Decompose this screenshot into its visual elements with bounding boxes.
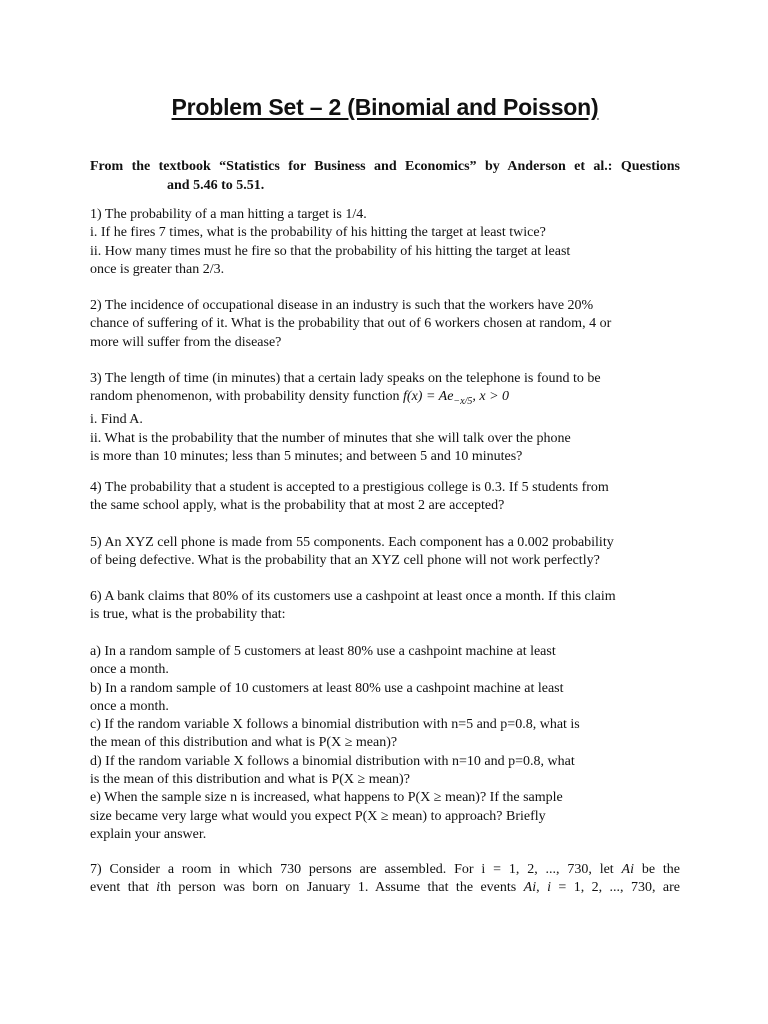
q2-line-2: chance of suffering of it. What is the probability that out of 6 workers chosen at random, 4 or [90, 316, 612, 332]
q6-part-c-line-1: c) If the random variable X follows a binomial distribution with n=5 and p=0.8, what is [90, 717, 580, 733]
q6-part-c-line-2: the mean of this distribution and what is P(X ≥ mean)? [90, 735, 398, 751]
q7-line-2-g: = 1, 2, ..., 730, are [550, 880, 681, 896]
q6-part-e-line-3: explain your answer. [90, 826, 207, 842]
source-reference [90, 157, 680, 195]
q7-line-1-c: be the [634, 862, 680, 877]
q3-line-2 [90, 388, 680, 411]
question-5 [90, 534, 680, 571]
q6-line-1: 6) A bank claims that 80% of its customers use a cashpoint at least once a month. If this claim [90, 589, 616, 604]
q6-part-d-line-1: d) If the random variable X follows a binomial distribution with n=10 and p=0.8, what [90, 753, 575, 769]
question-1 [90, 206, 680, 279]
q5-line-2: of being defective. What is the probability that an XYZ cell phone will not work perfectly? [90, 553, 600, 569]
q3-line-1: 3) The length of time (in minutes) that a certain lady speaks on the telephone is found to be [90, 371, 601, 386]
q6-part-e-line-1: e) When the sample size n is increased, what happens to P(X ≥ mean)? If the sample [90, 790, 563, 806]
q4-line-1: 4) The probability that a student is accepted to a prestigious college is 0.3. If 5 students from [90, 480, 609, 495]
source-line-1: From the textbook “Statistics for Business and Economics” by Anderson et al.: Questions [90, 159, 680, 174]
q1-line-2: i. If he fires 7 times, what is the probability of his hitting the target at least twice? [90, 225, 546, 241]
q6-part-b-line-1: b) In a random sample of 10 customers at least 80% use a cashpoint machine at least [90, 680, 564, 696]
q3-line-5: is more than 10 minutes; less than 5 minutes; and between 5 and 10 minutes? [90, 448, 523, 464]
q7-line-2-event: Ai [523, 880, 537, 896]
question-3 [90, 370, 680, 466]
density-condition: , x > 0 [472, 389, 510, 405]
q6-part-e-line-2: size became very large what would you expect P(X ≥ mean) to approach? Briefly [90, 808, 546, 824]
question-6-parts [90, 643, 680, 844]
q3-line-4: ii. What is the probability that the number of minutes that she will talk over the phone [90, 430, 571, 446]
q6-part-b-line-2: once a month. [90, 698, 169, 714]
q6-part-a-line-1: a) In a random sample of 5 customers at least 80% use a cashpoint machine at least [90, 644, 556, 659]
q7-line-1-event: Ai [621, 862, 634, 877]
question-4 [90, 479, 680, 516]
question-6 [90, 588, 680, 625]
q2-line-3: more will suffer from the disease? [90, 334, 282, 350]
density-exponent: −x/5 [453, 396, 473, 408]
q6-part-d-line-2: is the mean of this distribution and what is P(X ≥ mean)? [90, 772, 410, 788]
density-function: f(x) = Ae [403, 389, 454, 405]
q1-line-4: once is greater than 2/3. [90, 261, 225, 277]
q1-line-3: ii. How many times must he fire so that the probability of his hitting the target at least [90, 243, 571, 259]
q6-part-a-line-2: once a month. [90, 662, 169, 678]
page-title: Problem Set – 2 (Binomial and Poisson) [171, 94, 599, 120]
q7-line-2-index-2: i [547, 880, 551, 896]
q7-line-2-a: event that [90, 880, 157, 896]
q7-line-1 [90, 861, 680, 879]
q7-line-2 [90, 879, 680, 897]
q1-line-1: 1) The probability of a man hitting a target is 1/4. [90, 207, 367, 222]
q5-line-1: 5) An XYZ cell phone is made from 55 components. Each component has a 0.002 probability [90, 535, 614, 550]
q2-line-1: 2) The incidence of occupational disease in an industry is such that the workers have 20% [90, 298, 594, 313]
q7-line-2-c: th person was born on January 1. Assume that the events [160, 880, 524, 896]
q3-line-3: i. Find A. [90, 412, 143, 428]
q7-line-2-index: i [156, 880, 161, 896]
source-line-2: and 5.46 to 5.51. [167, 178, 265, 193]
question-2 [90, 297, 680, 352]
q6-line-2: is true, what is the probability that: [90, 607, 286, 623]
q4-line-2: the same school apply, what is the probability that at most 2 are accepted? [90, 498, 505, 514]
q7-line-2-e: , [536, 880, 548, 896]
question-7 [90, 861, 680, 898]
q3-line-2-text: random phenomenon, with probability density function [90, 389, 404, 405]
q7-line-1-a: 7) Consider a room in which 730 persons are assembled. For i = 1, 2, ..., 730, let [90, 862, 622, 877]
